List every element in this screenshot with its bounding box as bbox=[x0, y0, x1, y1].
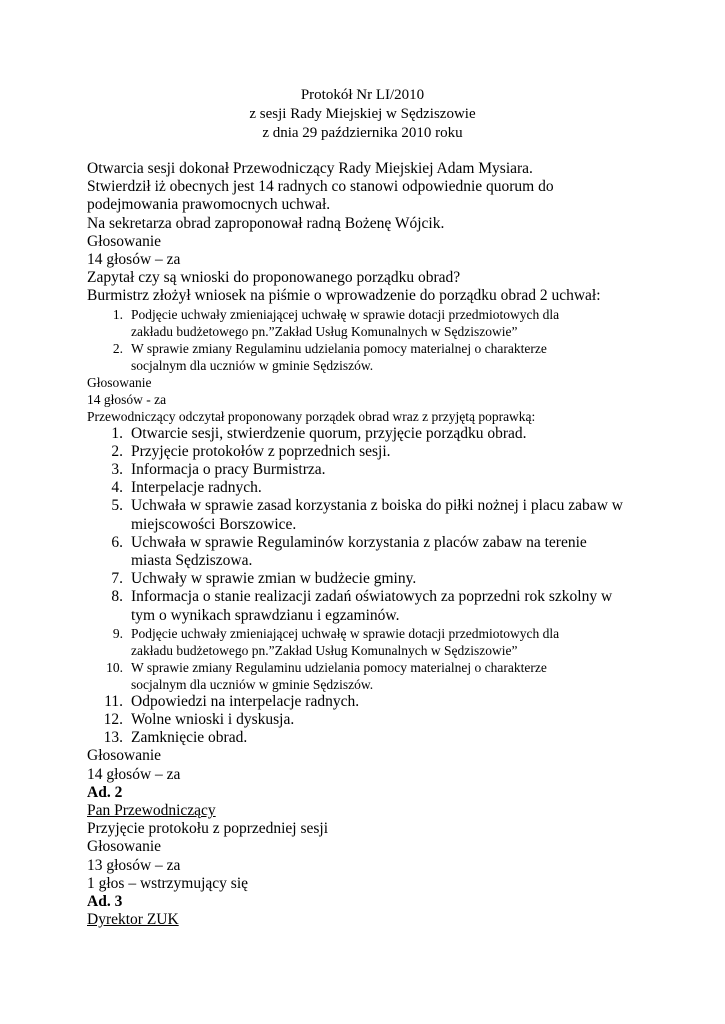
list-number: 6. bbox=[111, 533, 123, 551]
list-item bbox=[87, 306, 687, 340]
list-number: 13. bbox=[103, 729, 123, 747]
list-text: W sprawie zmiany Regulaminu udzielania pomocy materialnej o charakterze bbox=[131, 340, 547, 356]
list-text: Interpelacje radnych. bbox=[131, 479, 262, 497]
intro-line: Na sekretarza obrad zaproponował radną Bożenę Wójcik. bbox=[87, 214, 445, 232]
list-number: 12. bbox=[103, 711, 123, 729]
agenda-item bbox=[87, 443, 687, 461]
intro-line: Zapytał czy są wnioski do proponowanego porządku obrad? bbox=[87, 269, 461, 287]
vote-result: 1 głos – wstrzymujący się bbox=[87, 874, 249, 892]
protocol-title: Protokół Nr LI/2010 bbox=[300, 87, 425, 103]
list-number: 7. bbox=[111, 570, 123, 588]
intro-line: Otwarcia sesji dokonał Przewodniczący Rady Miejskiej Adam Mysiara. bbox=[87, 160, 533, 177]
agenda-item bbox=[87, 693, 687, 711]
list-number: 5. bbox=[111, 497, 123, 515]
list-text: Przyjęcie protokołów z poprzednich sesji. bbox=[131, 442, 391, 460]
list-text: socjalnym dla uczniów w gminie Sędziszów. bbox=[131, 676, 374, 692]
agenda-item bbox=[87, 711, 687, 729]
list-text: Podjęcie uchwały zmieniającej uchwałę w sprawie dotacji przedmiotowych dla bbox=[131, 306, 560, 322]
list-text: Otwarcie sesji, stwierdzenie quorum, przyjęcie porządku obrad. bbox=[131, 424, 527, 442]
session-date: z dnia 29 października 2010 roku bbox=[262, 125, 463, 141]
section-heading: Ad. 2 bbox=[87, 783, 123, 801]
vote-result: 14 głosów – za bbox=[87, 251, 181, 269]
agenda-intro: Przewodniczący odczytał proponowany porządek obrad wraz z przyjętą poprawką: bbox=[87, 408, 536, 424]
list-number: 4. bbox=[111, 479, 123, 497]
agenda-item bbox=[87, 461, 687, 479]
intro-line: Burmistrz złożył wniosek na piśmie o wprowadzenie do porządku obrad 2 uchwał: bbox=[87, 287, 601, 305]
protocol-header bbox=[0, 86, 725, 143]
vote-result: 14 głosów – za bbox=[87, 765, 181, 783]
list-text: Informacja o pracy Burmistrza. bbox=[131, 461, 326, 479]
vote-result: 13 głosów – za bbox=[87, 856, 181, 874]
list-text: Uchwały w sprawie zmian w budżecie gminy. bbox=[131, 570, 417, 588]
section-heading: Ad. 3 bbox=[87, 893, 123, 911]
list-text: miasta Sędziszowa. bbox=[131, 552, 253, 570]
agenda-item bbox=[87, 425, 687, 443]
list-number: 1. bbox=[112, 306, 123, 322]
agenda-item bbox=[87, 497, 687, 533]
list-text: Zamknięcie obrad. bbox=[131, 729, 248, 747]
vote-label: Głosowanie bbox=[87, 838, 162, 856]
list-text: Odpowiedzi na interpelacje radnych. bbox=[131, 692, 360, 710]
motion-list bbox=[87, 306, 687, 374]
list-text: Uchwała w sprawie zasad korzystania z boiska do piłki nożnej i placu zabaw w bbox=[131, 497, 623, 515]
protocol-body bbox=[87, 160, 687, 930]
list-text: tym o wynikach sprawdzianu i egzaminów. bbox=[131, 606, 400, 624]
list-text: socjalnym dla uczniów w gminie Sędziszów. bbox=[131, 357, 374, 373]
agenda-item bbox=[87, 570, 687, 588]
list-text: Wolne wnioski i dyskusja. bbox=[131, 711, 295, 729]
list-number: 1. bbox=[111, 424, 123, 442]
agenda-item bbox=[87, 625, 687, 659]
intro-line: Stwierdził iż obecnych jest 14 radnych co stanowi odpowiednie quorum do bbox=[87, 178, 554, 196]
session-name: z sesji Rady Miejskiej w Sędziszowie bbox=[249, 106, 476, 122]
intro-line: podejmowania prawomocnych uchwał. bbox=[87, 196, 331, 214]
agenda-list bbox=[87, 425, 687, 748]
list-number: 10. bbox=[106, 659, 123, 675]
list-text: W sprawie zmiany Regulaminu udzielania pomocy materialnej o charakterze bbox=[131, 659, 547, 675]
list-text: zakładu budżetowego pn.”Zakład Usług Komunalnych w Sędziszowie” bbox=[131, 642, 518, 658]
agenda-item bbox=[87, 729, 687, 747]
list-text: Podjęcie uchwały zmieniającej uchwałę w sprawie dotacji przedmiotowych dla bbox=[131, 625, 560, 641]
list-text: zakładu budżetowego pn.”Zakład Usług Komunalnych w Sędziszowie” bbox=[131, 323, 518, 339]
list-number: 2. bbox=[111, 442, 123, 460]
speaker-name: Pan Przewodniczący bbox=[87, 802, 216, 820]
vote-result: 14 głosów - za bbox=[87, 391, 167, 407]
list-number: 11. bbox=[104, 692, 123, 710]
agenda-item bbox=[87, 534, 687, 570]
agenda-item bbox=[87, 479, 687, 497]
section-line: Przyjęcie protokołu z poprzedniej sesji bbox=[87, 820, 329, 838]
vote-label: Głosowanie bbox=[87, 747, 162, 765]
agenda-item bbox=[87, 588, 687, 624]
agenda-item bbox=[87, 659, 687, 693]
list-text: Uchwała w sprawie Regulaminów korzystania z placów zabaw na terenie bbox=[131, 533, 587, 551]
vote-label: Głosowanie bbox=[87, 374, 152, 390]
vote-label: Głosowanie bbox=[87, 232, 162, 250]
list-item bbox=[87, 340, 687, 374]
list-number: 3. bbox=[111, 461, 123, 479]
speaker-name: Dyrektor ZUK bbox=[87, 911, 179, 929]
list-text: miejscowości Borszowice. bbox=[131, 515, 297, 533]
list-number: 2. bbox=[112, 340, 123, 356]
list-number: 8. bbox=[111, 588, 123, 606]
list-text: Informacja o stanie realizacji zadań oświatowych za poprzedni rok szkolny w bbox=[131, 588, 613, 606]
list-number: 9. bbox=[112, 625, 123, 641]
